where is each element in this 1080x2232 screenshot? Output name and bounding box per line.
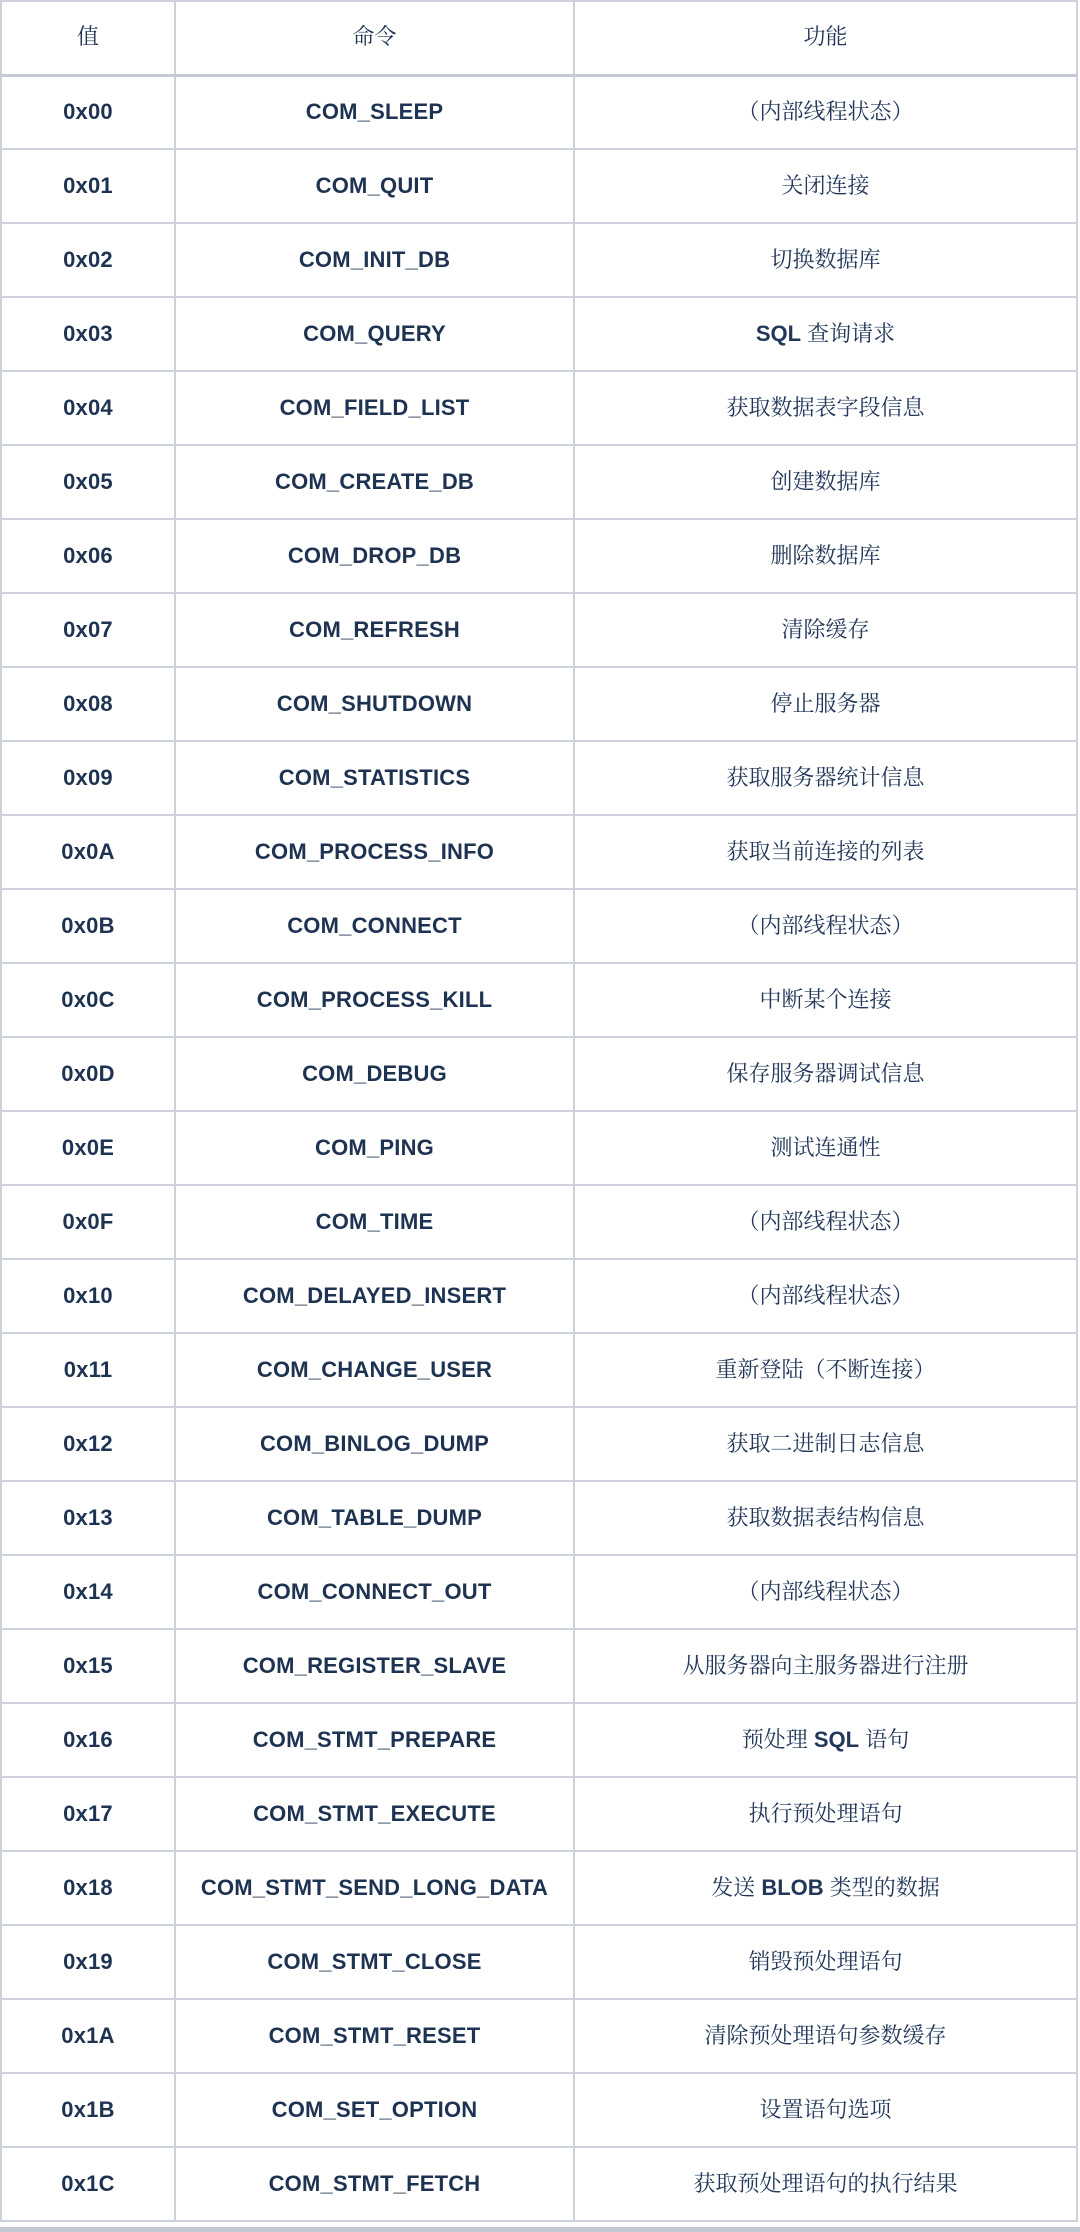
function-cell: 从服务器向主服务器进行注册: [574, 1629, 1077, 1703]
command-cell: COM_PROCESS_KILL: [175, 963, 574, 1037]
table-row: [1, 1999, 1077, 2073]
command-cell: COM_STMT_RESET: [175, 1999, 574, 2073]
value-cell: 0x02: [1, 223, 175, 297]
value-cell: 0x0B: [1, 889, 175, 963]
function-cell: 预处理 SQL 语句: [574, 1703, 1077, 1777]
value-cell: 0x08: [1, 667, 175, 741]
function-cell: 获取数据表字段信息: [574, 371, 1077, 445]
table-row: [1, 1777, 1077, 1851]
function-cell: 清除预处理语句参数缓存: [574, 1999, 1077, 2073]
function-cell: 获取服务器统计信息: [574, 741, 1077, 815]
table-row: [1, 2147, 1077, 2221]
function-cell: 保存服务器调试信息: [574, 1037, 1077, 1111]
column-header-value: 值: [1, 1, 175, 75]
table-row: [1, 1111, 1077, 1185]
table-row: [1, 1185, 1077, 1259]
function-cell: 获取数据表结构信息: [574, 1481, 1077, 1555]
command-cell: COM_STMT_EXECUTE: [175, 1777, 574, 1851]
command-cell: COM_REGISTER_SLAVE: [175, 1629, 574, 1703]
function-cell: 获取预处理语句的执行结果: [574, 2147, 1077, 2221]
value-cell: 0x14: [1, 1555, 175, 1629]
function-cell: 停止服务器: [574, 667, 1077, 741]
function-cell: 创建数据库: [574, 445, 1077, 519]
function-cell: （内部线程状态）: [574, 889, 1077, 963]
value-cell: 0x04: [1, 371, 175, 445]
value-cell: 0x06: [1, 519, 175, 593]
value-cell: 0x18: [1, 1851, 175, 1925]
command-cell: COM_STMT_FETCH: [175, 2147, 574, 2221]
command-cell: COM_TIME: [175, 1185, 574, 1259]
command-cell: COM_CONNECT_OUT: [175, 1555, 574, 1629]
table-row: [1, 223, 1077, 297]
command-cell: COM_PROCESS_INFO: [175, 815, 574, 889]
table-row: [1, 889, 1077, 963]
function-cell: 切换数据库: [574, 223, 1077, 297]
function-cell: 重新登陆（不断连接）: [574, 1333, 1077, 1407]
table-row: [1, 1407, 1077, 1481]
command-cell: COM_SET_OPTION: [175, 2073, 574, 2147]
table-row: [1, 2073, 1077, 2147]
table-row: [1, 1703, 1077, 1777]
column-header-function: 功能: [574, 1, 1077, 75]
table-row: [1, 963, 1077, 1037]
value-cell: 0x0A: [1, 815, 175, 889]
value-cell: 0x12: [1, 1407, 175, 1481]
value-cell: 0x09: [1, 741, 175, 815]
value-cell: 0x03: [1, 297, 175, 371]
function-cell: （内部线程状态）: [574, 1259, 1077, 1333]
value-cell: 0x15: [1, 1629, 175, 1703]
table-row: [1, 1629, 1077, 1703]
command-cell: COM_QUIT: [175, 149, 574, 223]
table-row: [1, 741, 1077, 815]
function-cell: 清除缓存: [574, 593, 1077, 667]
function-cell: 获取当前连接的列表: [574, 815, 1077, 889]
command-cell: COM_DROP_DB: [175, 519, 574, 593]
function-cell: 设置语句选项: [574, 2073, 1077, 2147]
value-cell: 0x1A: [1, 1999, 175, 2073]
column-header-command: 命令: [175, 1, 574, 75]
command-cell: COM_STMT_PREPARE: [175, 1703, 574, 1777]
function-cell: 发送 BLOB 类型的数据: [574, 1851, 1077, 1925]
command-cell: COM_CHANGE_USER: [175, 1333, 574, 1407]
value-cell: 0x13: [1, 1481, 175, 1555]
table-row: [1, 1481, 1077, 1555]
function-cell: 获取二进制日志信息: [574, 1407, 1077, 1481]
function-cell: （内部线程状态）: [574, 75, 1077, 149]
command-cell: COM_PING: [175, 1111, 574, 1185]
value-cell: 0x01: [1, 149, 175, 223]
value-cell: 0x10: [1, 1259, 175, 1333]
command-cell: COM_INIT_DB: [175, 223, 574, 297]
bottom-edge-strip: [0, 2227, 1080, 2232]
table-row: [1, 667, 1077, 741]
value-cell: 0x05: [1, 445, 175, 519]
function-cell: 测试连通性: [574, 1111, 1077, 1185]
table-row: [1, 815, 1077, 889]
table-row: [1, 149, 1077, 223]
command-cell: COM_CREATE_DB: [175, 445, 574, 519]
command-cell: COM_STMT_SEND_LONG_DATA: [175, 1851, 574, 1925]
function-cell: 关闭连接: [574, 149, 1077, 223]
value-cell: 0x1C: [1, 2147, 175, 2221]
table-row: [1, 519, 1077, 593]
value-cell: 0x17: [1, 1777, 175, 1851]
command-cell: COM_SLEEP: [175, 75, 574, 149]
table-row: [1, 1037, 1077, 1111]
command-cell: COM_DEBUG: [175, 1037, 574, 1111]
table-row: [1, 593, 1077, 667]
table-body: [1, 75, 1077, 2221]
command-cell: COM_STMT_CLOSE: [175, 1925, 574, 1999]
command-cell: COM_QUERY: [175, 297, 574, 371]
table-header: [1, 1, 1077, 75]
function-cell: 中断某个连接: [574, 963, 1077, 1037]
value-cell: 0x00: [1, 75, 175, 149]
value-cell: 0x0E: [1, 1111, 175, 1185]
function-cell: 执行预处理语句: [574, 1777, 1077, 1851]
header-row: [1, 1, 1077, 75]
command-cell: COM_CONNECT: [175, 889, 574, 963]
value-cell: 0x0F: [1, 1185, 175, 1259]
value-cell: 0x07: [1, 593, 175, 667]
table-row: [1, 1925, 1077, 1999]
command-cell: COM_TABLE_DUMP: [175, 1481, 574, 1555]
command-cell: COM_FIELD_LIST: [175, 371, 574, 445]
table-row: [1, 75, 1077, 149]
table-row: [1, 371, 1077, 445]
table-row: [1, 1333, 1077, 1407]
value-cell: 0x0D: [1, 1037, 175, 1111]
value-cell: 0x0C: [1, 963, 175, 1037]
value-cell: 0x16: [1, 1703, 175, 1777]
table-row: [1, 445, 1077, 519]
function-cell: SQL 查询请求: [574, 297, 1077, 371]
table-row: [1, 1259, 1077, 1333]
value-cell: 0x19: [1, 1925, 175, 1999]
command-cell: COM_BINLOG_DUMP: [175, 1407, 574, 1481]
command-cell: COM_REFRESH: [175, 593, 574, 667]
table-row: [1, 1555, 1077, 1629]
function-cell: 删除数据库: [574, 519, 1077, 593]
command-cell: COM_DELAYED_INSERT: [175, 1259, 574, 1333]
table-row: [1, 297, 1077, 371]
function-cell: （内部线程状态）: [574, 1185, 1077, 1259]
value-cell: 0x11: [1, 1333, 175, 1407]
command-cell: COM_STATISTICS: [175, 741, 574, 815]
function-cell: 销毁预处理语句: [574, 1925, 1077, 1999]
table-row: [1, 1851, 1077, 1925]
value-cell: 0x1B: [1, 2073, 175, 2147]
function-cell: （内部线程状态）: [574, 1555, 1077, 1629]
command-cell: COM_SHUTDOWN: [175, 667, 574, 741]
